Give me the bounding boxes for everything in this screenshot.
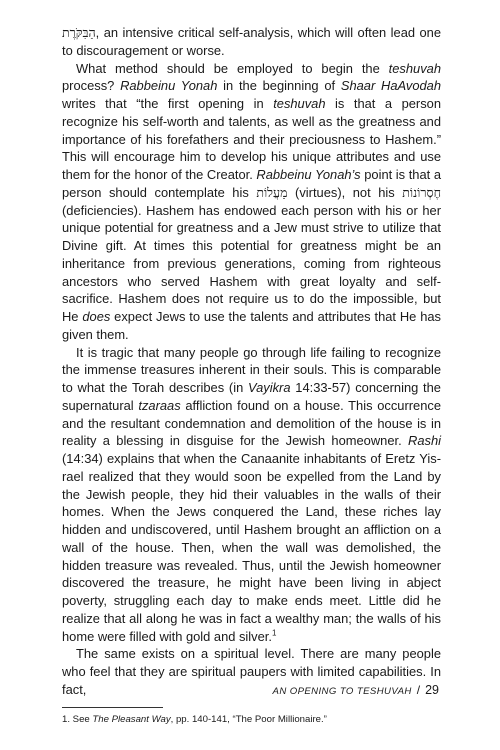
footnote xyxy=(62,713,441,726)
body-text xyxy=(62,24,441,699)
text-run: is that a person recognize his self-worth and talents, as well as the greatness and importance of his forefathers and their preciousness to Hashem.” This will encourage him to develop his unique attributes and use them for the honor of the Creator. xyxy=(62,96,441,182)
text-run: point is that a person should contemplate his xyxy=(62,167,442,200)
running-footer xyxy=(273,682,439,700)
text-run: (deficiencies). Hashem has endowed each person with his or her unique potential for greatness and a Jew must strive to utilize that Divine gift. At times this potential for greatness might be an inheritance from previous generations, coming from righteous ancestors who served Hashem with great loyalty and self-sacrifice. Hashem does not require us to do the impossible, but He xyxy=(62,202,441,324)
italic-term: Shaar HaAvodah xyxy=(340,78,441,94)
italic-term: Rabbeinu Yonah’s xyxy=(256,167,361,182)
text-run: (virtues), not his xyxy=(287,184,403,200)
italic-term: teshuvah xyxy=(273,96,326,111)
text-run: process? xyxy=(62,78,121,94)
footnote-divider xyxy=(62,707,163,708)
text-run: It is tragic that many people go through life failing to recognize the immense treasures inherent in their souls. This is comparable to what the Torah describes (in xyxy=(62,344,441,395)
text-run: The same exists on a spiritual level. There are many people who feel that they are spiritual paupers with limited capabilities. In fact, xyxy=(62,646,441,697)
footnote-lead: 1. See xyxy=(62,713,93,725)
text-run: What method should be employed to begin the xyxy=(76,60,389,76)
italic-term: Rabbeinu Yonah xyxy=(120,78,218,94)
text-run: (14:34) explains that when the Canaanite inhabitants of Eretz Yisrael realized that they would soon be expelled from the Land by the Jewish people, they hid their valuables in the walls of their homes. When the Jews conquered the Land, these riches lay hidden and undiscovered, until Hashem brought an affliction on a wall of the house. Then, when the wall was demolished, the hidden treasure was revealed. Thus, until the Jewish homeowner discovered the treasure, he might have been living in abject poverty, struggling each day to make ends meet. Little did he realize that all along he was in fact a wealthy man; the walls of his home were filled with gold and silver. xyxy=(62,451,441,644)
text-run: in the beginning of xyxy=(217,78,341,94)
italic-term: does xyxy=(82,309,111,324)
italic-term: Rashi xyxy=(408,433,441,449)
hebrew-term: מַעֲלוֹת xyxy=(256,184,288,200)
text-run: writes that “the first opening in xyxy=(62,96,274,111)
footer-separator: / xyxy=(416,683,421,697)
running-title: AN OPENING TO TESHUVAH xyxy=(272,686,412,697)
footnote-book-title: The Pleasant Way xyxy=(92,713,171,725)
page-number: 29 xyxy=(425,683,439,697)
footnote-rest: , pp. 140-141, “The Poor Millionaire.” xyxy=(170,713,327,725)
text-run: expect Jews to use the talents and attributes that He has given them. xyxy=(62,309,441,342)
hebrew-term: הַבִּקֹּרֶת xyxy=(62,25,96,40)
paragraph-continuation xyxy=(62,24,441,60)
paragraph xyxy=(62,60,441,344)
text-run: affliction found on a house. This occurrence and the resultant condemnation and demolition of the house is in reality a blessing in disguise for the Jewish homeowner. xyxy=(62,397,441,449)
text-run: , an intensive critical self-analysis, which will often lead one to discouragement or worse. xyxy=(62,25,441,58)
hebrew-term: חֶסְרוֹנוֹת xyxy=(402,184,441,200)
italic-term: Vayikra xyxy=(248,380,291,395)
footnote-reference[interactable]: 1 xyxy=(271,628,277,638)
page-content xyxy=(62,24,441,726)
italic-term: tzaraas xyxy=(138,397,181,413)
italic-term: teshuvah xyxy=(388,60,441,76)
paragraph xyxy=(62,344,441,646)
text-run: 14:33-57) concerning the supernatural xyxy=(62,380,441,413)
